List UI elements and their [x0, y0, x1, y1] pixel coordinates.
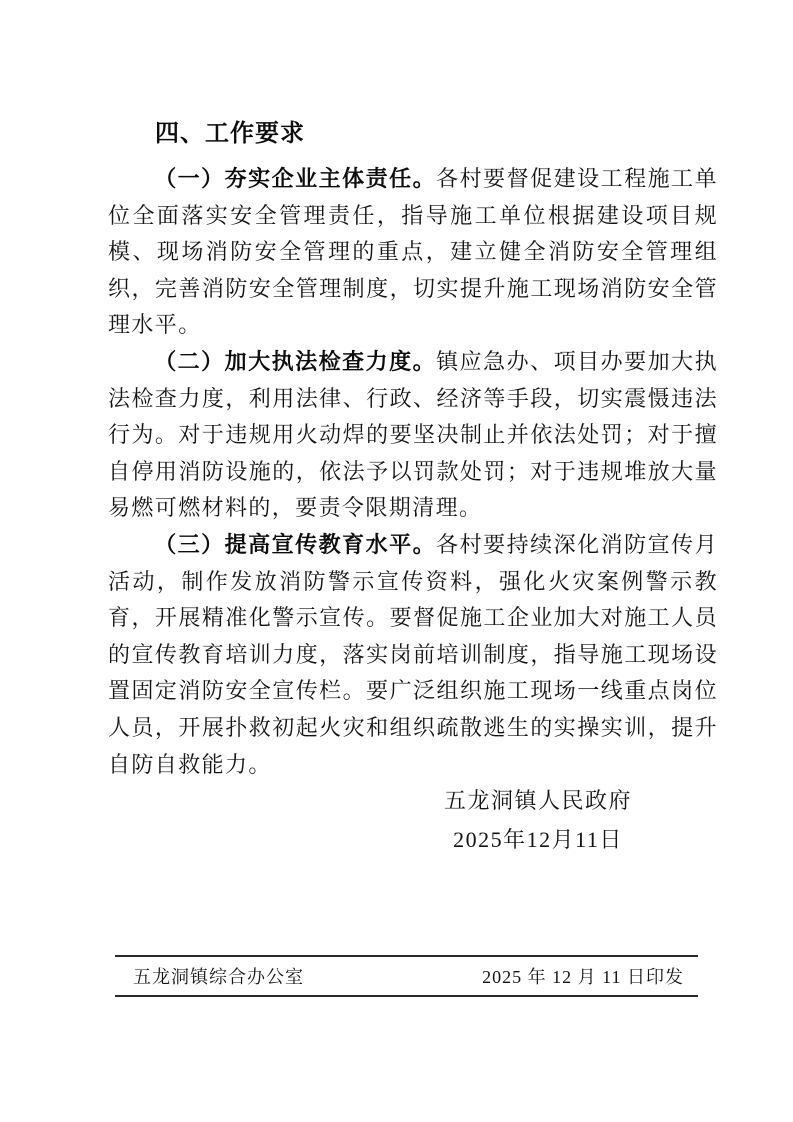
signature-organization: 五龙洞镇人民政府	[443, 788, 632, 813]
paragraph-3-lead: （三）提高宣传教育水平。	[154, 531, 437, 557]
paragraph-2-lead: （二）加大执法检查力度。	[154, 348, 437, 374]
footer-colophon	[115, 955, 698, 997]
paragraph-3	[108, 527, 718, 783]
paragraph-1-text: 各村要督促建设工程施工单位全面落实安全管理责任，指导施工单位根据建设项目规模、现场消防安全管理的重点，建立健全消防安全管理组织，完善消防安全管理制度，切实提升施工现场消防安全管理水平。	[108, 166, 718, 338]
footer-issuer: 五龙洞镇综合办公室	[133, 967, 304, 987]
paragraph-1-lead: （一）夯实企业主体责任。	[154, 166, 437, 191]
document-body	[108, 118, 718, 783]
paragraph-2-text: 镇应急办、项目办要加大执法检查力度，利用法律、行政、经济等手段，切实震慑违法行为。对于违规用火动焊的要坚决制止并依法处罚；对于擅自停用消防设施的，依法予以罚款处罚；对于违规堆放大量易燃可燃材料的，要责令限期清理。	[108, 348, 718, 521]
section-heading: 四、工作要求	[155, 120, 305, 147]
paragraph-1	[108, 161, 718, 344]
footer-print-date: 2025 年 12 月 11 日印发	[482, 967, 684, 987]
paragraph-2	[108, 344, 718, 527]
paragraph-3-text: 各村要持续深化消防宣传月活动，制作发放消防警示宣传资料，强化火灾案例警示教育，开展精准化警示宣传。要督促施工企业加大对施工人员的宣传教育培训力度，落实岗前培训制度，指导施工现场设置固定消防安全宣传栏。要广泛组织施工现场一线重点岗位人员，开展扑救初起火灾和组织疏散逃生的实操实训，提升自防自救能力。	[108, 531, 718, 777]
signature-date: 2025年12月11日	[453, 827, 623, 852]
signature-block	[388, 781, 688, 859]
